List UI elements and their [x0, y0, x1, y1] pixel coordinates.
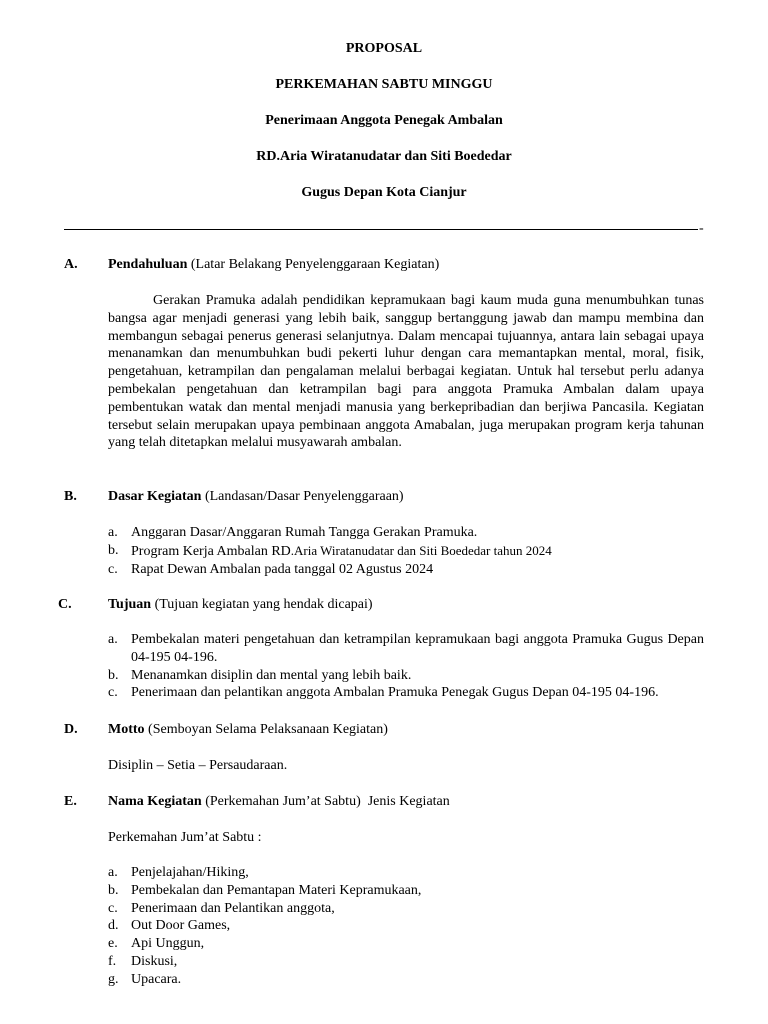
section-a-title: Pendahuluan: [108, 257, 188, 272]
doc-title-purpose: Penerimaan Anggota Penegak Ambalan: [265, 113, 503, 128]
divider-end-mark: -: [699, 221, 704, 236]
list-item-text: Out Door Games,: [131, 918, 231, 934]
list-marker: a.: [108, 525, 118, 540]
list-item-text: Api Unggun,: [131, 936, 205, 952]
section-a-subtitle: (Latar Belakang Penyelenggaraan Kegiatan): [187, 257, 440, 272]
list-item-text: Penerimaan dan Pelantikan anggota,: [131, 900, 335, 916]
list-marker: c.: [108, 561, 118, 577]
section-e-title: Nama Kegiatan: [108, 794, 202, 809]
section-b-title: Dasar Kegiatan: [108, 489, 202, 504]
list-marker: c.: [108, 900, 118, 916]
section-e-subtitle: (Perkemahan Jum’at Sabtu) Jenis Kegiatan: [201, 794, 450, 809]
section-c-letter: C.: [58, 597, 72, 612]
section-c-subtitle: (Tujuan kegiatan yang hendak dicapai): [151, 597, 373, 612]
list-item: [108, 561, 704, 579]
list-marker: g.: [108, 971, 119, 987]
list-item: [108, 864, 704, 882]
list-item: [108, 684, 704, 702]
list-item-text: Diskusi,: [131, 953, 178, 969]
section-d-heading: [108, 721, 388, 739]
list-marker: a.: [108, 865, 118, 880]
list-item-text: Pembekalan dan Pemantapan Materi Kepramukaan,: [131, 882, 422, 898]
list-item-text: Upacara.: [131, 971, 182, 987]
list-item-text-small: .Aria Wiratanudatar dan Siti Boededar tahun 2024: [290, 542, 552, 558]
section-d-motto: Disiplin – Setia – Persaudaraan.: [108, 758, 288, 773]
section-d-subtitle: (Semboyan Selama Pelaksanaan Kegiatan): [144, 722, 388, 737]
list-item-text: Penjelajahan/Hiking,: [131, 865, 249, 880]
list-item-text: Program Kerja Ambalan RD: [131, 543, 291, 559]
list-item: [108, 524, 704, 542]
section-b-heading: [108, 488, 404, 506]
list-item-text: Rapat Dewan Ambalan pada tanggal 02 Agustus 2024: [131, 561, 434, 577]
list-item-text: Menanamkan disiplin dan mental yang lebih baik.: [131, 667, 412, 683]
divider-line: [64, 229, 698, 230]
section-b-list: [108, 524, 704, 578]
section-e-list: [108, 864, 704, 989]
list-item-text: Anggaran Dasar/Anggaran Rumah Tangga Gerakan Pramuka.: [131, 525, 478, 540]
doc-title-proposal: PROPOSAL: [345, 41, 423, 56]
list-item: [108, 900, 704, 918]
header-divider: [64, 220, 706, 236]
section-e-intro: Perkemahan Jum’at Sabtu :: [108, 830, 262, 845]
section-d-title: Motto: [108, 722, 145, 737]
doc-title-event: PERKEMAHAN SABTU MINGGU: [275, 77, 493, 92]
list-marker: f.: [108, 953, 117, 969]
list-item: [108, 935, 704, 953]
list-marker: c.: [108, 685, 118, 701]
section-d-letter: D.: [64, 722, 78, 737]
list-item: [108, 542, 704, 561]
list-marker: b.: [108, 667, 119, 683]
section-b-letter: B.: [64, 489, 77, 504]
section-c-title: Tujuan: [108, 597, 152, 612]
list-marker: d.: [108, 918, 119, 934]
section-c-heading: [108, 596, 373, 614]
list-marker: b.: [108, 882, 119, 898]
section-a-letter: A.: [64, 257, 78, 272]
section-a-heading: [108, 256, 439, 274]
doc-title-gugus: Gugus Depan Kota Cianjur: [301, 185, 467, 200]
list-item: [108, 667, 704, 685]
list-item-text: Penerimaan dan pelantikan anggota Ambalan Pramuka Penegak Gugus Depan 04-195 04-196.: [131, 685, 659, 701]
section-c-list: [108, 631, 704, 702]
list-item-text: Pembekalan materi pengetahuan dan ketrampilan kepramukaan bagi anggota Pramuka Gugus Depan 04-195 04-196.: [131, 632, 704, 665]
list-item: [108, 882, 704, 900]
list-item: [108, 631, 704, 667]
list-marker: b.: [108, 542, 119, 558]
section-a-paragraph: Gerakan Pramuka adalah pendidikan kepramukaan bagi kaum muda guna menumbuhkan tunas bangsa agar menjadi generasi yang lebih baik, sanggup bertanggung jawab dan mampu membina dan membangun sebagai penerus generasi selanjutnya. Dalam mencapai tujuannya, antara lain sebagai upaya menanamkan dan menumbuhkan budi pekerti luhur dengan cara memantapkan mental, moral, fisik, pengetahuan, ketrampilan dan pengalaman melalui berbagai kegiatan. Untuk hal tersebut perlu adanya pembekalan pengetahuan dan ketrampilan bagi para anggota Pramuka Ambalan dalam upaya pembentukan watak dan mental menjadi manusia yang berkepribadian dan berjiwa Pancasila. Kegiatan tersebut selain merupakan upaya pembinaan anggota Amabalan, juga merupakan program kerja tahunan yang telah ditetapkan melalui musyawarah ambalan.: [108, 293, 704, 451]
section-e-letter: E.: [64, 794, 77, 809]
doc-title-ambalan: RD.Aria Wiratanudatar dan Siti Boededar: [256, 149, 512, 164]
list-marker: a.: [108, 632, 118, 647]
section-b-subtitle: (Landasan/Dasar Penyelenggaraan): [201, 489, 404, 504]
section-e-heading: [108, 793, 450, 811]
list-item: [108, 971, 704, 989]
list-marker: e.: [108, 936, 118, 952]
list-item: [108, 917, 704, 935]
list-item: [108, 953, 704, 971]
